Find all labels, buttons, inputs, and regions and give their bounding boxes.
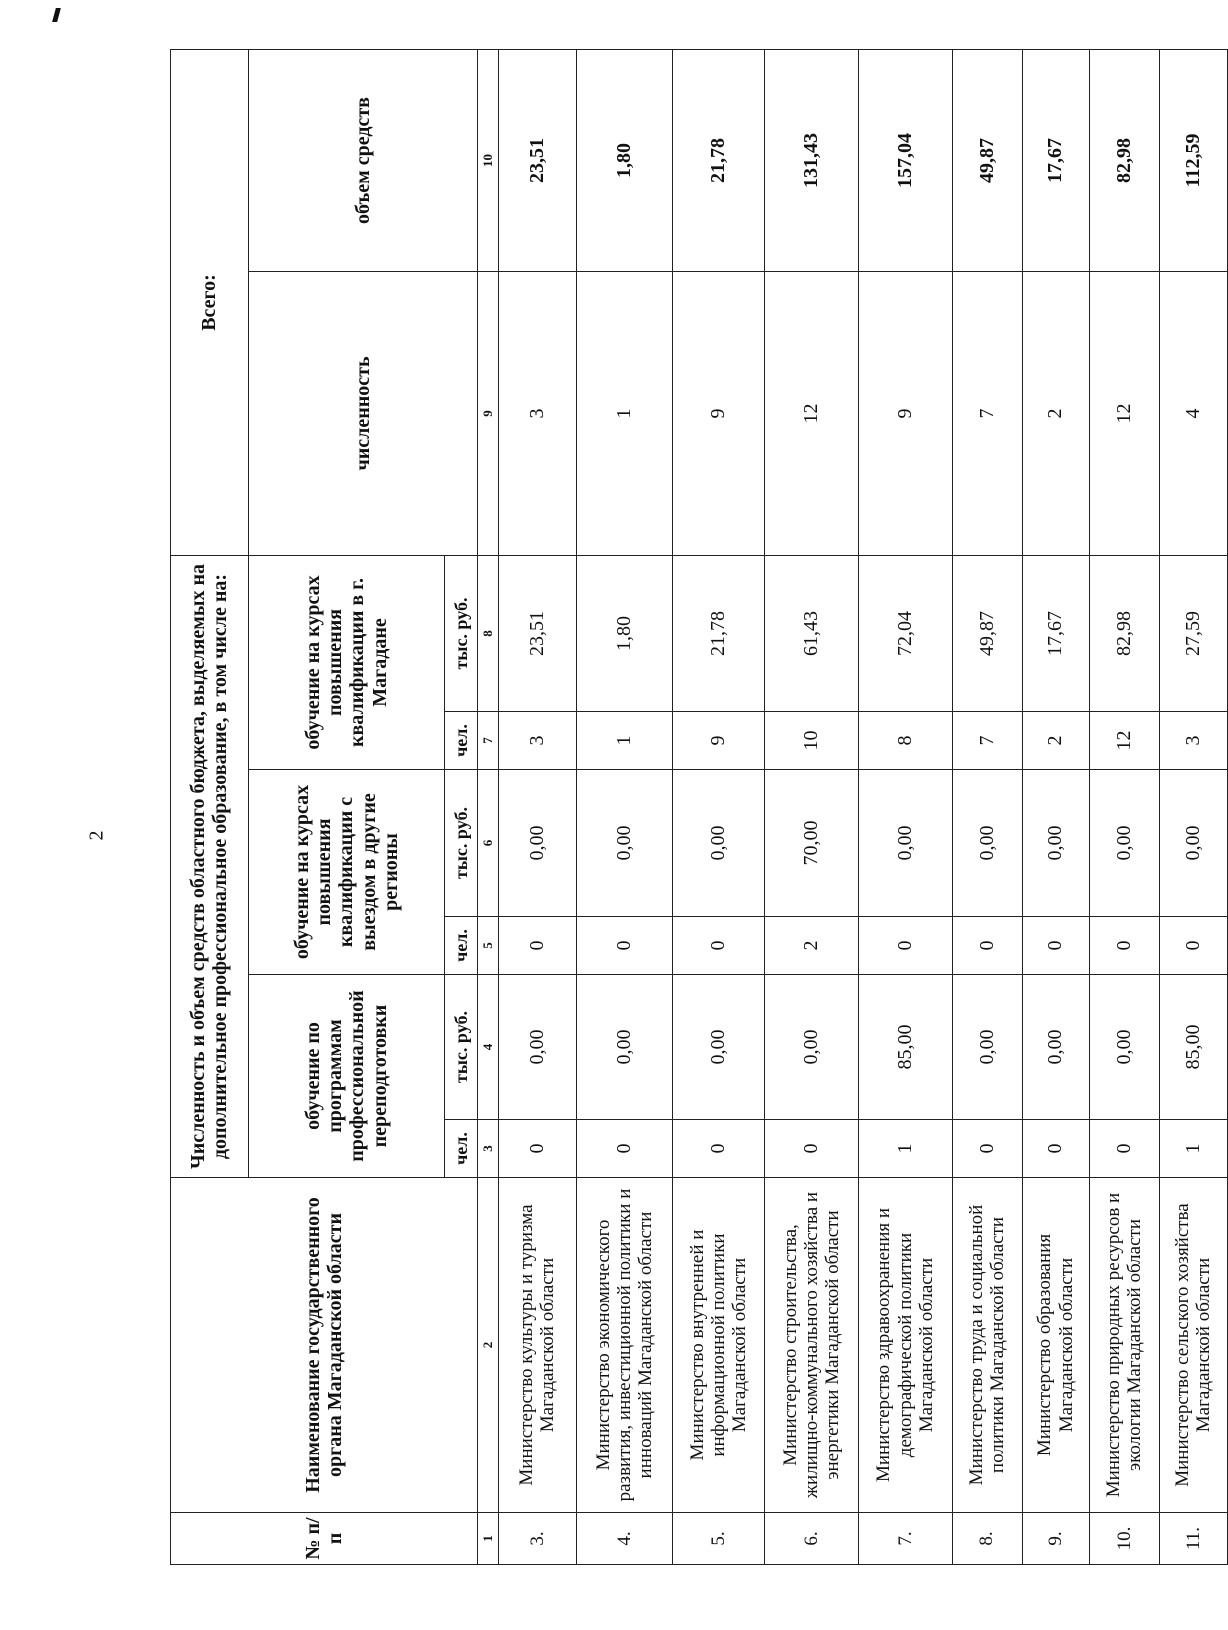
org-name: Министерство внутренней и информационной политики Магаданской области xyxy=(672,1178,765,1513)
other-regions-sum: 0,00 xyxy=(577,770,673,917)
other-regions-people: 2 xyxy=(765,917,859,975)
table-row xyxy=(765,49,859,1564)
retraining-sum: 0,00 xyxy=(765,975,859,1120)
retraining-people: 0 xyxy=(952,1120,1022,1178)
table-row xyxy=(858,49,952,1564)
magadan-sum: 61,43 xyxy=(765,555,859,711)
header-total: Всего: xyxy=(171,49,249,555)
other-regions-sum: 0,00 xyxy=(952,770,1022,917)
other-regions-people: 0 xyxy=(577,917,673,975)
retraining-sum: 0,00 xyxy=(952,975,1022,1120)
magadan-sum: 27,59 xyxy=(1159,555,1227,711)
retraining-sum: 0,00 xyxy=(577,975,673,1120)
other-regions-sum: 70,00 xyxy=(765,770,859,917)
table-row xyxy=(952,49,1022,1564)
row-number: 5. xyxy=(672,1513,765,1565)
retraining-people: 1 xyxy=(1159,1120,1227,1178)
table-row xyxy=(1089,49,1159,1564)
retraining-people: 1 xyxy=(858,1120,952,1178)
header-org: Наименование государственного органа Магаданской области xyxy=(171,1178,478,1513)
retraining-sum: 0,00 xyxy=(672,975,765,1120)
col-index: 2 xyxy=(478,1178,498,1513)
other-regions-sum: 0,00 xyxy=(498,770,577,917)
magadan-sum: 23,51 xyxy=(498,555,577,711)
retraining-sum: 85,00 xyxy=(1159,975,1227,1120)
col-index: 8 xyxy=(478,555,498,711)
scan-mark xyxy=(52,8,61,22)
retraining-people: 0 xyxy=(765,1120,859,1178)
magadan-sum: 17,67 xyxy=(1022,555,1089,711)
other-regions-sum: 0,00 xyxy=(1089,770,1159,917)
row-number: 3. xyxy=(498,1513,577,1565)
header-num: № п/п xyxy=(171,1513,478,1565)
table-row xyxy=(498,49,577,1564)
other-regions-people: 0 xyxy=(952,917,1022,975)
org-name: Министерство образования Магаданской области xyxy=(1022,1178,1089,1513)
total-sum: 157,04 xyxy=(858,49,952,271)
magadan-people: 2 xyxy=(1022,712,1089,770)
unit-people: чел. xyxy=(445,1120,478,1178)
header-group: Численность и объем средств областного бюджета, выделяемых на дополнительное профессиональное образование, в том числе на: xyxy=(171,555,249,1177)
row-number: 6. xyxy=(765,1513,859,1565)
table-row xyxy=(1022,49,1089,1564)
page-number: 2 xyxy=(85,830,108,841)
other-regions-sum: 0,00 xyxy=(1159,770,1227,917)
unit-money: тыс. руб. xyxy=(445,770,478,917)
table-row xyxy=(1159,49,1227,1564)
col-index: 6 xyxy=(478,770,498,917)
total-people: 2 xyxy=(1022,271,1089,555)
header-row-1 xyxy=(171,49,249,1564)
total-people: 1 xyxy=(577,271,673,555)
other-regions-people: 0 xyxy=(858,917,952,975)
magadan-sum: 82,98 xyxy=(1089,555,1159,711)
retraining-people: 0 xyxy=(672,1120,765,1178)
rotated-page-content xyxy=(170,50,1228,1565)
unit-money: тыс. руб. xyxy=(445,555,478,711)
other-regions-people: 0 xyxy=(498,917,577,975)
other-regions-sum: 0,00 xyxy=(858,770,952,917)
magadan-sum: 1,80 xyxy=(577,555,673,711)
budget-table xyxy=(170,49,1228,1565)
total-sum: 23,51 xyxy=(498,49,577,271)
header-retraining: обучение по программам профессиональной переподготовки xyxy=(248,975,445,1178)
total-sum: 112,59 xyxy=(1159,49,1227,271)
other-regions-people: 0 xyxy=(672,917,765,975)
magadan-sum: 21,78 xyxy=(672,555,765,711)
header-total-sum: объем средств xyxy=(248,49,478,271)
retraining-people: 0 xyxy=(1089,1120,1159,1178)
retraining-people: 0 xyxy=(577,1120,673,1178)
unit-people: чел. xyxy=(445,712,478,770)
org-name: Министерство здравоохранения и демографической политики Магаданской области xyxy=(858,1178,952,1513)
org-name: Министерство культуры и туризма Магаданской области xyxy=(498,1178,577,1513)
total-people: 12 xyxy=(765,271,859,555)
total-sum: 82,98 xyxy=(1089,49,1159,271)
col-index: 5 xyxy=(478,917,498,975)
row-number: 10. xyxy=(1089,1513,1159,1565)
retraining-sum: 85,00 xyxy=(858,975,952,1120)
magadan-people: 12 xyxy=(1089,712,1159,770)
org-name: Министерство природных ресурсов и экологии Магаданской области xyxy=(1089,1178,1159,1513)
other-regions-sum: 0,00 xyxy=(672,770,765,917)
magadan-people: 9 xyxy=(672,712,765,770)
retraining-people: 0 xyxy=(498,1120,577,1178)
table-row xyxy=(672,49,765,1564)
table-row xyxy=(577,49,673,1564)
total-sum: 21,78 xyxy=(672,49,765,271)
magadan-sum: 49,87 xyxy=(952,555,1022,711)
org-name: Министерство труда и социальной политики Магаданской области xyxy=(952,1178,1022,1513)
total-people: 12 xyxy=(1089,271,1159,555)
total-people: 3 xyxy=(498,271,577,555)
total-sum: 49,87 xyxy=(952,49,1022,271)
row-number: 9. xyxy=(1022,1513,1089,1565)
org-name: Министерство экономического развития, инвестиционной политики и инноваций Магаданской области xyxy=(577,1178,673,1513)
retraining-people: 0 xyxy=(1022,1120,1089,1178)
magadan-people: 3 xyxy=(1159,712,1227,770)
retraining-sum: 0,00 xyxy=(1089,975,1159,1120)
unit-people: чел. xyxy=(445,917,478,975)
org-name: Министерство сельского хозяйства Магаданской области xyxy=(1159,1178,1227,1513)
total-people: 7 xyxy=(952,271,1022,555)
total-sum: 17,67 xyxy=(1022,49,1089,271)
magadan-people: 1 xyxy=(577,712,673,770)
col-index: 3 xyxy=(478,1120,498,1178)
other-regions-sum: 0,00 xyxy=(1022,770,1089,917)
other-regions-people: 0 xyxy=(1159,917,1227,975)
total-people: 4 xyxy=(1159,271,1227,555)
header-total-count: численность xyxy=(248,271,478,555)
col-index: 9 xyxy=(478,271,498,555)
retraining-sum: 0,00 xyxy=(498,975,577,1120)
magadan-people: 3 xyxy=(498,712,577,770)
header-units-index-row xyxy=(478,49,498,1564)
magadan-people: 8 xyxy=(858,712,952,770)
total-sum: 1,80 xyxy=(577,49,673,271)
row-number: 4. xyxy=(577,1513,673,1565)
total-people: 9 xyxy=(672,271,765,555)
total-sum: 131,43 xyxy=(765,49,859,271)
org-name: Министерство строительства, жилищно-коммунального хозяйства и энергетики Магаданской области xyxy=(765,1178,859,1513)
row-number: 7. xyxy=(858,1513,952,1565)
other-regions-people: 0 xyxy=(1089,917,1159,975)
magadan-people: 10 xyxy=(765,712,859,770)
col-index: 10 xyxy=(478,49,498,271)
total-people: 9 xyxy=(858,271,952,555)
header-courses-other-regions: обучение на курсах повышения квалификации с выездом в другие регионы xyxy=(248,770,445,975)
header-courses-magadan: обучение на курсах повышения квалификации в г. Магадане xyxy=(248,555,445,769)
col-index: 7 xyxy=(478,712,498,770)
magadan-people: 7 xyxy=(952,712,1022,770)
retraining-sum: 0,00 xyxy=(1022,975,1089,1120)
col-index: 4 xyxy=(478,975,498,1120)
magadan-sum: 72,04 xyxy=(858,555,952,711)
unit-money: тыс. руб. xyxy=(445,975,478,1120)
other-regions-people: 0 xyxy=(1022,917,1089,975)
row-number: 11. xyxy=(1159,1513,1227,1565)
col-index: 1 xyxy=(478,1513,498,1565)
row-number: 8. xyxy=(952,1513,1022,1565)
